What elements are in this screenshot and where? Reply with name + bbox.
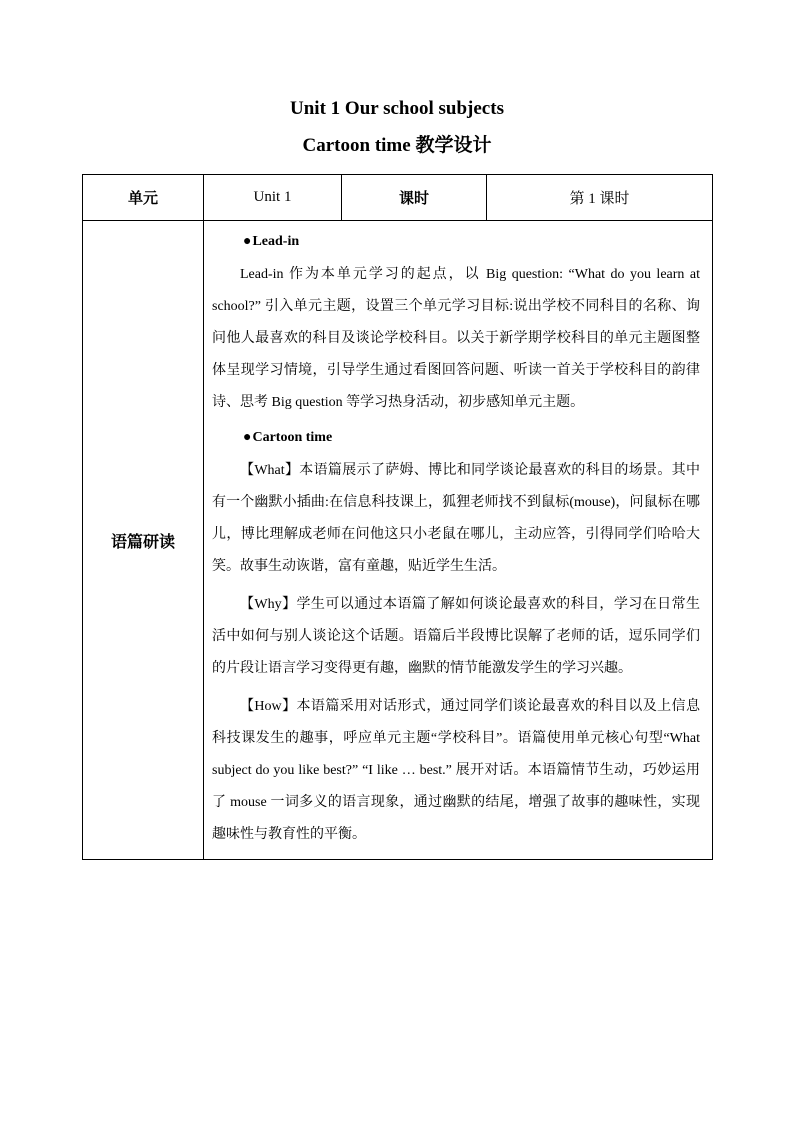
- why-paragraph: 【Why】学生可以通过本语篇了解如何谈论最喜欢的科目，学习在日常生活中如何与别人谈论这个话题。语篇后半段博比误解了老师的话，逗乐同学们的片段让语言学习变得更有趣，幽默的情节能激发学生的学习兴趣。: [212, 597, 700, 676]
- document-subtitle: Cartoon time 教学设计: [302, 135, 492, 156]
- text-analysis-row: [83, 221, 713, 860]
- leadin-heading-text: Lead-in: [252, 234, 300, 249]
- lesson-plan-table: [82, 174, 713, 860]
- how-paragraph: 【How】本语篇采用对话形式，通过同学们谈论最喜欢的科目以及上信息科技课发生的趣事，呼应单元主题“学校科目”。语篇使用单元核心句型“What subject do you like best?” “I like … best.” 展开对话。本语篇情节生动，巧妙运用了 mouse 一词多义的语言现象，通过幽默的结尾，增强了故事的趣味性，实现趣味性与教育性的平衡。: [212, 699, 700, 842]
- text-analysis-label: 语篇研读: [83, 221, 204, 860]
- text-analysis-content: [204, 221, 713, 860]
- leadin-paragraph: Lead-in 作为本单元学习的起点，以 Big question: “What do you learn at school?” 引入单元主题，设置三个单元学习目标:说出学校不同科目的名称、询问他人最喜欢的科目及谈论学校科目。以关于新学期学校科目的单元主题图整体呈现学习情境，引导学生通过看图回答问题、听读一首关于学校科目的韵律诗、思考 Big question 等学习热身活动，初步感知单元主题。: [212, 267, 700, 410]
- header-row: [83, 175, 713, 221]
- cartoon-heading-text: Cartoon time: [252, 430, 333, 445]
- unit-value-cell: Unit 1: [204, 175, 342, 221]
- unit-label-cell: 单元: [83, 175, 204, 221]
- period-label-cell: 课时: [342, 175, 487, 221]
- cartoon-heading: [212, 427, 700, 449]
- bullet-icon: ●: [243, 234, 252, 249]
- bullet-icon: ●: [243, 430, 252, 445]
- leadin-heading: [212, 231, 700, 253]
- document-title: Unit 1 Our school subjects: [290, 98, 504, 119]
- period-value-cell: 第 1 课时: [487, 175, 713, 221]
- what-paragraph: 【What】本语篇展示了萨姆、博比和同学谈论最喜欢的科目的场景。其中有一个幽默小插曲:在信息科技课上，狐狸老师找不到鼠标(mouse)，问鼠标在哪儿，博比理解成老师在问他这只小老鼠在哪儿，主动应答，引得同学们哈哈大笑。故事生动诙谐，富有童趣，贴近学生生活。: [212, 463, 700, 574]
